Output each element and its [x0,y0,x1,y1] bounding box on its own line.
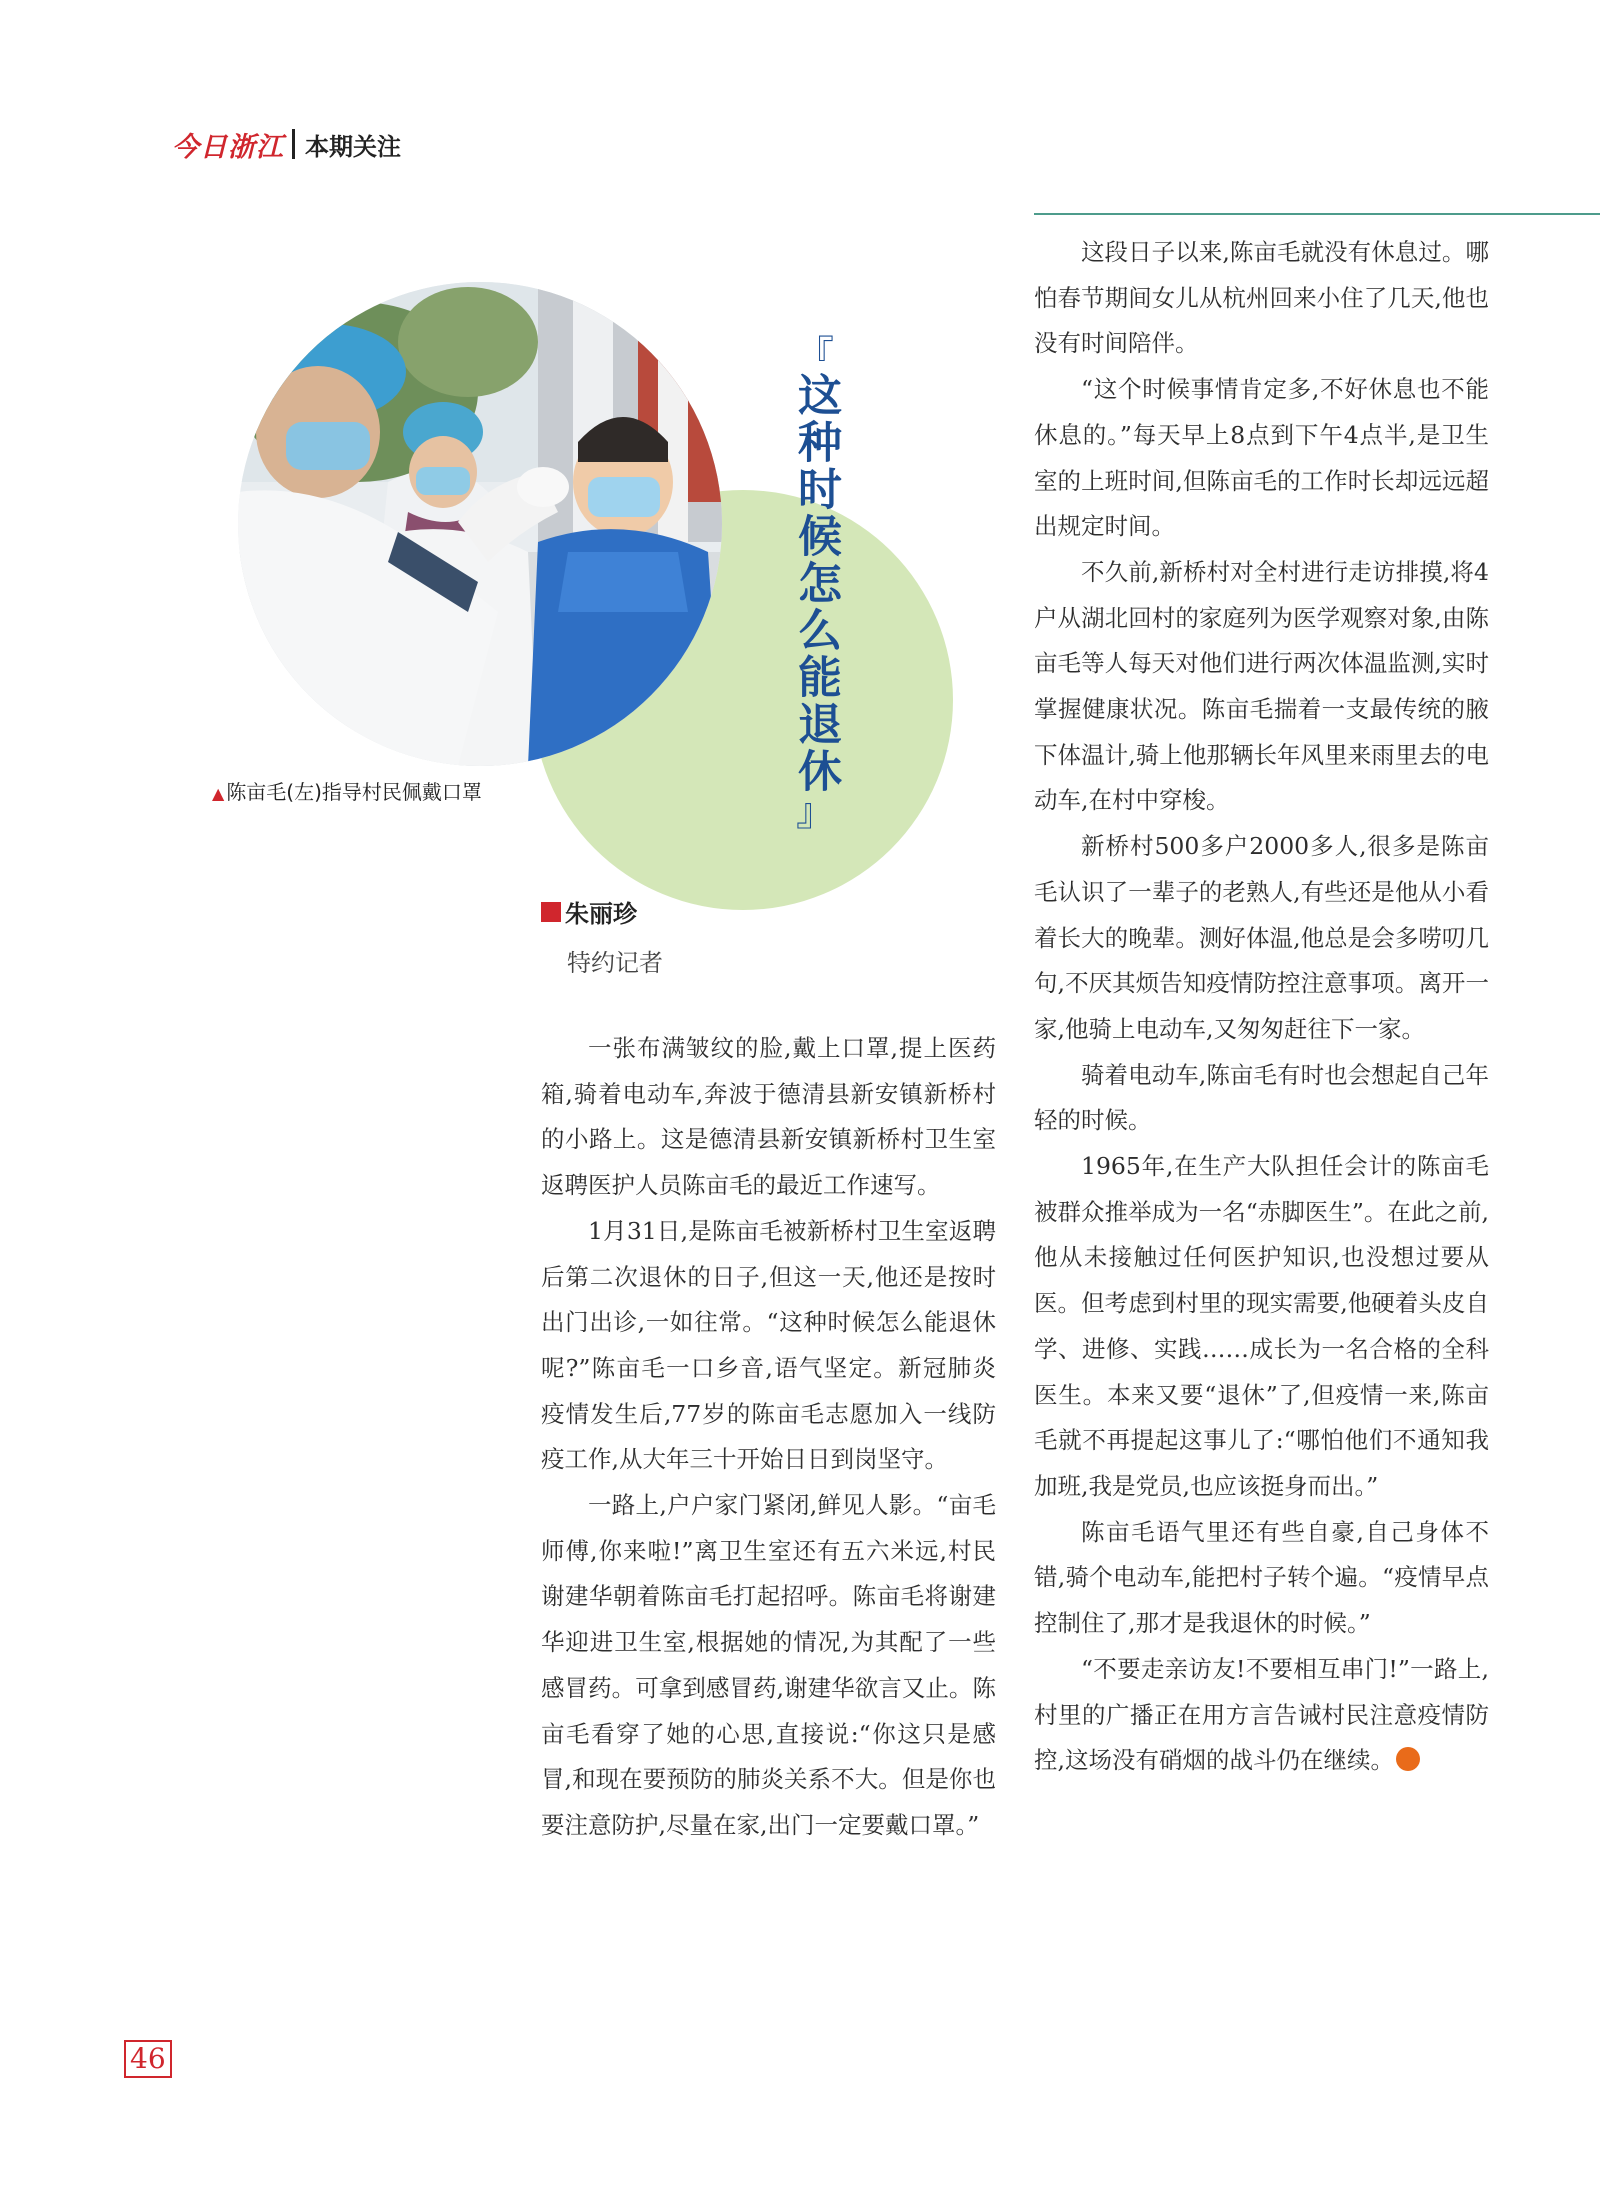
paragraph: 新桥村500多户2000多人,很多是陈亩毛认识了一辈子的老熟人,有些还是他从小看着长大的晚辈。测好体温,他总是会多唠叨几句,不厌其烦告知疫情防控注意事项。离开一家,他骑上电动车,又匆匆赶往下一家。 [1034,832,1489,1043]
caption-text: 陈亩毛(左)指导村民佩戴口罩 [226,780,482,804]
paragraph: 不久前,新桥村对全村进行走访排摸,将4户从湖北回村的家庭列为医学观察对象,由陈亩毛等人每天对他们进行两次体温监测,实时掌握健康状况。陈亩毛揣着一支最传统的腋下体温计,骑上他那辆长年风里来雨里去的电动车,在村中穿梭。 [1034,557,1489,815]
title-close-quote: 』 [795,790,834,834]
paragraph: 这段日子以来,陈亩毛就没有休息过。哪怕春节期间女儿从杭州回来小住了几天,他也没有时间陪伴。 [1034,238,1489,358]
paragraph: 一张布满皱纹的脸,戴上口罩,提上医药箱,骑着电动车,奔波于德清县新安镇新桥村的小路上。这是德清县新安镇新桥村卫生室返聘医护人员陈亩毛的最近工作速写。 [541,1034,996,1200]
caption-triangle-icon: ▲ [212,784,225,803]
paragraph-last-text: “不要走亲访友!不要相互串门!”一路上,村里的广播正在用方言告诫村民注意疫情防控,这场没有硝烟的战斗仍在继续。 [1034,1654,1489,1775]
paragraph: 1965年,在生产大队担任会计的陈亩毛被群众推举成为一名“赤脚医生”。在此之前,他从未接触过任何医护知识,也没想过要从医。但考虑到村里的现实需要,他硬着头皮自学、进修、实践……成长为一名合格的全科医生。本来又要“退休”了,但疫情一来,陈亩毛就不再提起这事儿了:“哪怕他们不通知我加班,我是党员,也应该挺身而出。” [1034,1152,1489,1500]
red-square-icon [541,902,561,922]
author-name-row [541,894,663,929]
page-number: 46 [124,2040,172,2078]
article-column-left [541,1026,996,1849]
author-name: 朱丽珍 [565,900,637,928]
end-mark-icon [1396,1747,1420,1771]
paragraph-last [1034,1647,1489,1784]
paragraph: 1月31日,是陈亩毛被新桥村卫生室返聘后第二次退休的日子,但这一天,他还是按时出门出诊,一如往常。“这种时候怎么能退休呢?”陈亩毛一口乡音,语气坚定。新冠肺炎疫情发生后,77岁的陈亩毛志愿加入一线防疫工作,从大年三十开始日日到岗坚守。 [541,1216,996,1474]
photo-caption [212,776,482,805]
paragraph: “这个时候事情肯定多,不好休息也不能休息的。”每天早上8点到下午4点半,是卫生室的上班时间,但陈亩毛的工作时长却远远超出规定时间。 [1034,375,1489,541]
column-top-rule [1034,213,1600,215]
title-open-quote: 『 [795,333,834,377]
paragraph: 一路上,户户家门紧闭,鲜见人影。“亩毛师傅,你来啦!”离卫生室还有五六米远,村民谢建华朝着陈亩毛打起招呼。陈亩毛将谢建华迎进卫生室,根据她的情况,为其配了一些感冒药。可拿到感冒药,谢建华欲言又止。陈亩毛看穿了她的心思,直接说:“你这只是感冒,和现在要预防的肺炎关系不大。但是你也要注意防护,尽量在家,出门一定要戴口罩。” [541,1491,996,1839]
header-divider [292,129,295,159]
article-column-right [1034,230,1489,1784]
article-title [780,333,850,834]
paragraph: 陈亩毛语气里还有些自豪,自己身体不错,骑个电动车,能把村子转个遍。“疫情早点控制住了,那才是我退休的时候。” [1034,1517,1489,1638]
magazine-logo: 今日浙江 [172,131,284,163]
paragraph: 骑着电动车,陈亩毛有时也会想起自己年轻的时候。 [1034,1060,1489,1135]
article-photo [238,282,722,766]
section-label: 本期关注 [305,132,401,161]
title-text: 这种时候怎么能退休 [790,372,841,795]
page-header [172,124,401,164]
author-role: 特约记者 [567,949,663,977]
photo-illustration [238,282,722,766]
byline [541,894,663,978]
